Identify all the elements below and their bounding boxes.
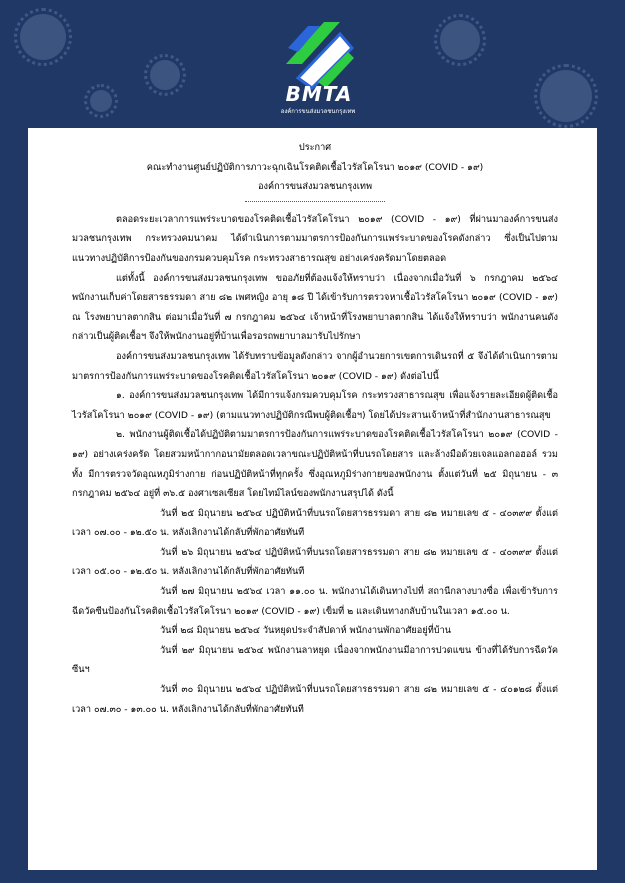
header-banner xyxy=(0,0,625,130)
heading-line-3: องค์การขนส่งมวลชนกรุงเทพ xyxy=(257,181,373,193)
timeline-item-6: วันที่ ๓๐ มิถุนายน ๒๕๖๔ ปฏิบัติหน้าที่บนรถโดยสารธรรมดา สาย ๘๒ หมายเลข ๕ - ๔๐๑๒๘ ตั้งแต่เวลา ๐๗.๓๐ - ๑๓.๐๐ น. หลังเลิกงานได้กลับที่พักอาศัยทันที xyxy=(72,684,558,715)
paragraph-2: แต่ทั้งนี้ องค์การขนส่งมวลชนกรุงเทพ ขออภัยที่ต้องแจ้งให้ทราบว่า เนื่องจากเมื่อวันที่ ๖ กรกฎาคม ๒๕๖๔ พนักงานเก็บค่าโดยสารธรรมดา สาย ๘๒ เพศหญิง อายุ ๑๘ ปี ได้เข้ารับการตรวจหาเชื้อไวรัสโคโรนา ๒๐๑๙ (COVID - ๑๙) ณ โรงพยาบาลตากสิน ต่อมาเมื่อวันที่ ๗ กรกฎาคม ๒๕๖๔ เจ้าหน้าที่โรงพยาบาลตากสิน ได้แจ้งให้ทราบว่า พนักงานคนดังกล่าวเป็นผู้ติดเชื้อฯ จึงให้พนักงานอยู่ที่บ้านเพื่อรอรถพยาบาลมารับไปรักษา xyxy=(72,272,558,343)
timeline-item-3: วันที่ ๒๗ มิถุนายน ๒๕๖๔ เวลา ๑๑.๐๐ น. พนักงานได้เดินทางไปที่ สถานีกลางบางซื่อ เพื่อเข้ารับการฉีดวัคซีนป้องกันโรคติดเชื้อไวรัสโคโรนา ๒๐๑๙ (COVID - ๑๙) เข็มที่ ๒ และเดินทางกลับบ้านในเวลา ๑๕.๐๐ น. xyxy=(72,586,558,617)
timeline-item-2: วันที่ ๒๖ มิถุนายน ๒๕๖๔ ปฏิบัติหน้าที่บนรถโดยสารธรรมดา สาย ๘๒ หมายเลข ๕ - ๔๐๓๙๙ ตั้งแต่เวลา ๐๕.๐๐ - ๑๒.๕๐ น. หลังเลิกงานได้กลับที่พักอาศัยทันที xyxy=(72,546,558,578)
heading-divider xyxy=(245,197,385,202)
logo-subtitle: องค์การขนส่งมวลชนกรุงเทพ xyxy=(280,108,356,115)
paragraph-5: ๒. พนักงานผู้ติดเชื้อได้ปฏิบัติตามมาตรการป้องกันการแพร่ระบาดของโรคติดเชื้อไวรัสโคโรนา ๒๐๑๙ (COVID - ๑๙) อย่างเคร่งครัด โดยสวมหน้ากากอนามัยตลอดเวลาขณะปฏิบัติหน้าที่บนรถโดยสาร และล้างมือด้วยเจลแอลกอฮอล์ รวมทั้ง มีการตรวจวัดอุณหภูมิร่างกาย ก่อนปฏิบัติหน้าที่ทุกครั้ง ซึ่งอุณหภูมิร่างกายของพนักงาน ตั้งแต่วันที่ ๒๕ มิถุนายน - ๓ กรกฎาคม ๒๕๖๔ อยู่ที่ ๓๖.๕ องศาเซลเซียส โดยไทม์ไลน์ของพนักงานสรุปได้ ดังนี้ xyxy=(72,429,558,500)
paragraph-3: องค์การขนส่งมวลชนกรุงเทพ ได้รับทราบข้อมูลดังกล่าว จากผู้อำนวยการเขตการเดินรถที่ ๕ จึงได้ดำเนินการตามมาตรการป้องกันการแพร่ระบาดของโรคติดเชื้อไวรัสโคโรนา ๒๐๑๙ (COVID - ๑๙) ดังต่อไปนี้ xyxy=(72,350,558,382)
timeline-item-1: วันที่ ๒๕ มิถุนายน ๒๕๖๔ ปฏิบัติหน้าที่บนรถโดยสารธรรมดา สาย ๘๒ หมายเลข ๕ - ๔๐๓๙๙ ตั้งแต่เวลา ๐๗.๐๐ - ๑๒.๕๐ น. หลังเลิกงานได้กลับที่พักอาศัยทันที xyxy=(72,507,558,539)
announcement-paper xyxy=(28,128,597,870)
timeline-item-4: วันที่ ๒๘ มิถุนายน ๒๕๖๔ วันหยุดประจำสัปดาห์ พนักงานพักอาศัยอยู่ที่บ้าน xyxy=(160,625,452,637)
heading-line-2: คณะทำงานศูนย์ปฏิบัติการภาวะฉุกเฉินโรคติดเชื้อไวรัสโคโรนา ๒๐๑๙ (COVID - ๑๙) xyxy=(146,161,484,173)
paragraph-4: ๑. องค์การขนส่งมวลชนกรุงเทพ ได้มีการแจ้งกรมควบคุมโรค กระทรวงสาธารณสุข เพื่อแจ้งรายละเอียดผู้ติดเชื้อไวรัสโคโรนา ๒๐๑๙ (COVID - ๑๙) (ตามแนวทางปฏิบัติกรณีพบผู้ติดเชื้อฯ) โดยได้ประสานเจ้าหน้าที่สำนักงานสาธารณสุข xyxy=(72,390,558,421)
logo-wordmark: BMTA xyxy=(285,82,353,106)
paragraph-1: ตลอดระยะเวลาการแพร่ระบาดของโรคติดเชื้อไวรัสโคโรนา ๒๐๑๙ (COVID - ๑๙) ที่ผ่านมาองค์การขนส่งมวลชนกรุงเทพ กระทรวงคมนาคม ได้ดำเนินการตามมาตรการป้องกันการแพร่ระบาดของโรคดังกล่าว ซึ่งเป็นไปตามแนวทางปฏิบัติการป้องกันของกรมควบคุมโรค กระทรวงสาธารณสุข อย่างเคร่งครัดมาโดยตลอด xyxy=(72,213,558,264)
heading-line-1: ประกาศ xyxy=(298,142,332,153)
timeline-item-5: วันที่ ๒๙ มิถุนายน ๒๕๖๔ พนักงานลาหยุด เนื่องจากพนักงานมีอาการปวดแขน ข้างที่ได้รับการฉีดวัคซีนฯ xyxy=(72,644,558,676)
document-body xyxy=(72,138,558,719)
